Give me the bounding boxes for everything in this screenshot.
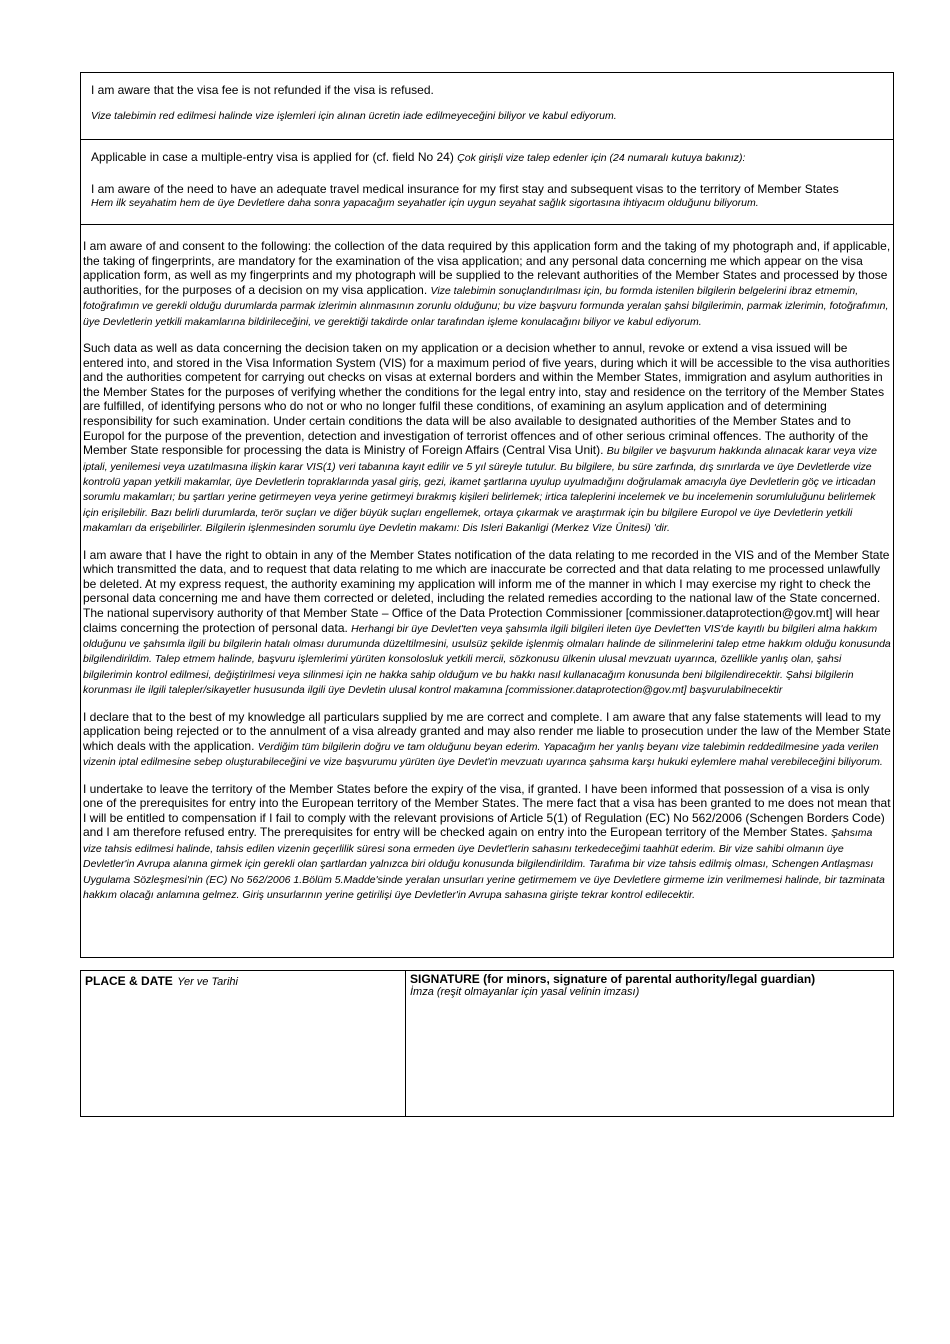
- consent-p1-tr: Vize talebimin sonuçlandırılması için, bu formda istenilen bilgilerin belgelerini ibraz etmemin, fotoğrafımın ve gerekli olduğu durumlarda parmak izlerimin alınmasının zorunlu olduğunu; bu vize başvuru formunda yeralan şahsi bilgilerimin, parmak izlerimin, fotoğrafımın, üye Devletlerin yetkili makamlarına bildirileceğini, ve gerektiği takdirde onlar tarafından işleme konulacağını biliyor ve kabul ediyorum.: [83, 284, 889, 328]
- consent-paragraph-declaration: [83, 710, 891, 770]
- insurance-notice-tr: Hem ilk seyahatim hem de üye Devletlere daha sonra yapacağım seyahatler için uygun seyahat sağlık sigortasına ihtiyacım olduğunu biliyorum.: [91, 197, 759, 209]
- signature-cell[interactable]: [406, 971, 893, 1116]
- consent-paragraph-data-collection: [83, 239, 891, 329]
- multiple-entry-heading-tr: Çok girişli vize talep edenler için (24 numaralı kutuya bakınız):: [457, 152, 746, 164]
- multiple-entry-heading: [91, 150, 885, 165]
- consent-p5-tr: Şahsıma vize tahsis edilmesi halinde, tahsis edilen vizenin geçerlilik süresi sona ermeden üye Devlet'lerin sahasını terkedeceğimi taahhüt ederim. Bir vize sahibi olmanın üye Devletler'in Avrupa alanına girmek için gerekli olan şartlardan yalnızca biri olduğu konusunda bilgilendirildim. Tarafıma bir vize tahsis edilmiş olması, Schengen Antlaşması Uygulama Sözleşmesi'nin (EC) No 562/2006 1.Bölüm 5.Madde'sinde yeralan unsurları yerine getirmemem ve üye Devletlere girmeme izin verilmemesi halinde, bir tazminata hakkım olacağı anlamına gelmez. Giriş unsurlarının yerine getirilişi üye Devletler'in Avrupa sahasına girişte tekrar kontrol edilecektir.: [83, 827, 885, 901]
- multiple-entry-heading-en: Applicable in case a multiple-entry visa is applied for (cf. field No 24): [91, 150, 458, 164]
- consent-p5-en: I undertake to leave the territory of the Member States before the expiry of the visa, if granted. I have been informed that possession of a visa is only one of the prerequisites for entry into the European territory of the Member States. The mere fact that a visa has been granted to me does not mean that I will be entitled to compensation if I fail to comply with the relevant provisions of Article 5(1) of Regulation (EC) No 562/2006 (Schengen Borders Code) and I am therefore refused entry. The prerequisites for entry will be checked again on entry into the European territory of the Member States.: [83, 781, 891, 840]
- signature-label: SIGNATURE (for minors, signature of parental authority/legal guardian): [410, 972, 816, 986]
- multiple-entry-box: [80, 139, 894, 225]
- consent-p3-tr: Herhangi bir üye Devlet'ten veya şahsımla ilgili bilgileri ileten üye Devlet'ten VIS'de kayıtlı bu bilgileri alma hakkım olduğunu ve şahsımla ilgili bu bilgilerin hatalı olması durumunda düzeltilmesini, usulsüz şekilde işlenmiş olmaları halinde de silinmelerini talep etme hakkım olduğu konusunda bilgilendirildim. Talep etmem halinde, başvuru işlemlerimi yürüten konsolosluk yetkili mercii, sözkonusu ülkenin ulusal mevzuatı uyarınca, özellikle yanlış olan, şahsi bilgilerimin kontrol edilmesi, değiştirilmesi veya silinmesi için ne hakka sahip olduğum ve bu hakkı nasıl kullanacağım konusunda beni bilgilendirecektir. Şahsi bilgilerin korunması ile ilgili talepler/sikayetler hususunda ilgili üye Devletin ulusal kontrol makamına [commissioner.dataprotection@gov.mt] başvurulabilnecektir: [83, 622, 891, 697]
- consent-p4-tr: Verdiğim tüm bilgilerin doğru ve tam olduğunu beyan ederim. Yapacağım her yanlış beyanı vize talebimin reddedilmesine yada verilen vizenin iptal edilmesine sebep oluşturabileceğini ve vize başvurumu yürüten üye Devlet'in mevzuatı uyarınca şahsıma karşı hukuki eylemlere mahal verebileceğini biliyorum.: [83, 740, 883, 769]
- signature-label-tr: İmza (reşit olmayanlar için yasal velinin imzası): [410, 986, 640, 998]
- signature-table: [80, 970, 894, 1117]
- consent-p2-tr: Bu bilgiler ve başvurum hakkında alınacak karar veya vize iptali, yenilemesi veya uzatılmasına ilişkin karar VIS(1) veri tabanına kayıt edilir ve 5 yıl süreyle tutulur. Bu bilgilere, bu süre zarfında, dış sınırlarda ve üye Devletlerde vize kontrolü yapan yetkili makamlar, üye Devletlerin topraklarında yasal giriş, gezi, ikamet şartlarına uyulup uyulmadığını doğrulamak amacıyla üye Devletlerin göç ve irticadan sorumlu makamları; bu şartları yerine getirmeyen veya yerine getirmeyi bırakmış kişileri belirlemek; irtica taleplerini incelemek ve bu incelemenin sorumluluğunu belirlemek için erişilebilir. Bazı belirli durumlarda, terör suçları ve diğer büyük suçları engellemek, ortaya çıkarmak ve araştırmak için bu bilgilere Europol ve üye Devletlerin yetkili makamları da erişebilirler. Bilgilerin işlenmesinden sorumlu üye Devletin makamı: Dis Isleri Bakanligi (Merkez Vize Ünitesi) 'dir.: [83, 445, 877, 535]
- consent-p3-en: I am aware that I have the right to obtain in any of the Member States notification of the data relating to me recorded in the VIS and of the Member State which transmitted the data, and to request that data relating to me which are inaccurate be corrected and that data relating to me processed unlawfully be deleted. At my express request, the authority examining my application will inform me of the manner in which I may exercise my right to check the personal data concerning me and have them corrected or deleted, including the related remedies according to the national law of the State concerned. The national supervisory authority of that Member State – Office of the Data Protection Commissioner [commissioner.dataprotection@gov.mt] will hear claims concerning the protection of personal data.: [83, 547, 890, 635]
- consent-paragraph-vis-storage: [83, 341, 891, 536]
- place-date-label-tr: Yer ve Tarihi: [177, 976, 238, 988]
- insurance-notice-en: I am aware of the need to have an adequate travel medical insurance for my first stay and subsequent visas to the territory of Member States: [91, 182, 839, 197]
- place-date-cell[interactable]: [81, 971, 406, 1116]
- fee-notice-tr: Vize talebimin red edilmesi halinde vize işlemleri için alınan ücretin iade edilmeyeceğini biliyor ve kabul ediyorum.: [91, 109, 617, 122]
- fee-notice-box: [80, 72, 894, 140]
- consent-paragraph-undertaking: [83, 782, 891, 903]
- place-date-label: PLACE & DATE: [85, 974, 173, 988]
- consent-p4-en: I declare that to the best of my knowledge all particulars supplied by me are correct and complete. I am aware that any false statements will lead to my application being rejected or to the annulment of a visa already granted and may also render me liable to prosecution under the law of the Member State which deals with the application.: [83, 709, 891, 753]
- consent-paragraph-data-rights: [83, 548, 891, 698]
- consent-box: [80, 224, 894, 958]
- consent-p2-en: Such data as well as data concerning the decision taken on my application or a decision whether to annul, revoke or extend a visa issued will be entered into, and stored in the Visa Information System (VIS) for a maximum period of five years, during which it will be accessible to the visa authorities and the authorities competent for carrying out checks on visas at external borders and within the Member States, immigration and asylum authorities in the Member States for the purposes of verifying whether the conditions for the legal entry into, stay and residence on the territory of the Member States are fulfilled, of identifying persons who do not or who no longer fulfil these conditions, of examining an asylum application and of determining responsibility for such examination. Under certain conditions the data will be also available to designated authorities of the Member States and to Europol for the purpose of the prevention, detection and investigation of terrorist offences and of other serious criminal offences. The authority of the Member State responsible for processing the data is Ministry of Foreign Affairs (Central Visa Unit).: [83, 341, 890, 458]
- fee-notice-en: I am aware that the visa fee is not refunded if the visa is refused.: [91, 83, 434, 97]
- consent-p1-en: I am aware of and consent to the following: the collection of the data required by this application form and the taking of my photograph and, if applicable, the taking of fingerprints, are mandatory for the examination of the visa application; and any personal data concerning me which appear on the visa application form, as well as my fingerprints and my photograph will be supplied to the relevant authorities of the Member States and processed by those authorities, for the purposes of a decision on my visa application.: [83, 239, 891, 297]
